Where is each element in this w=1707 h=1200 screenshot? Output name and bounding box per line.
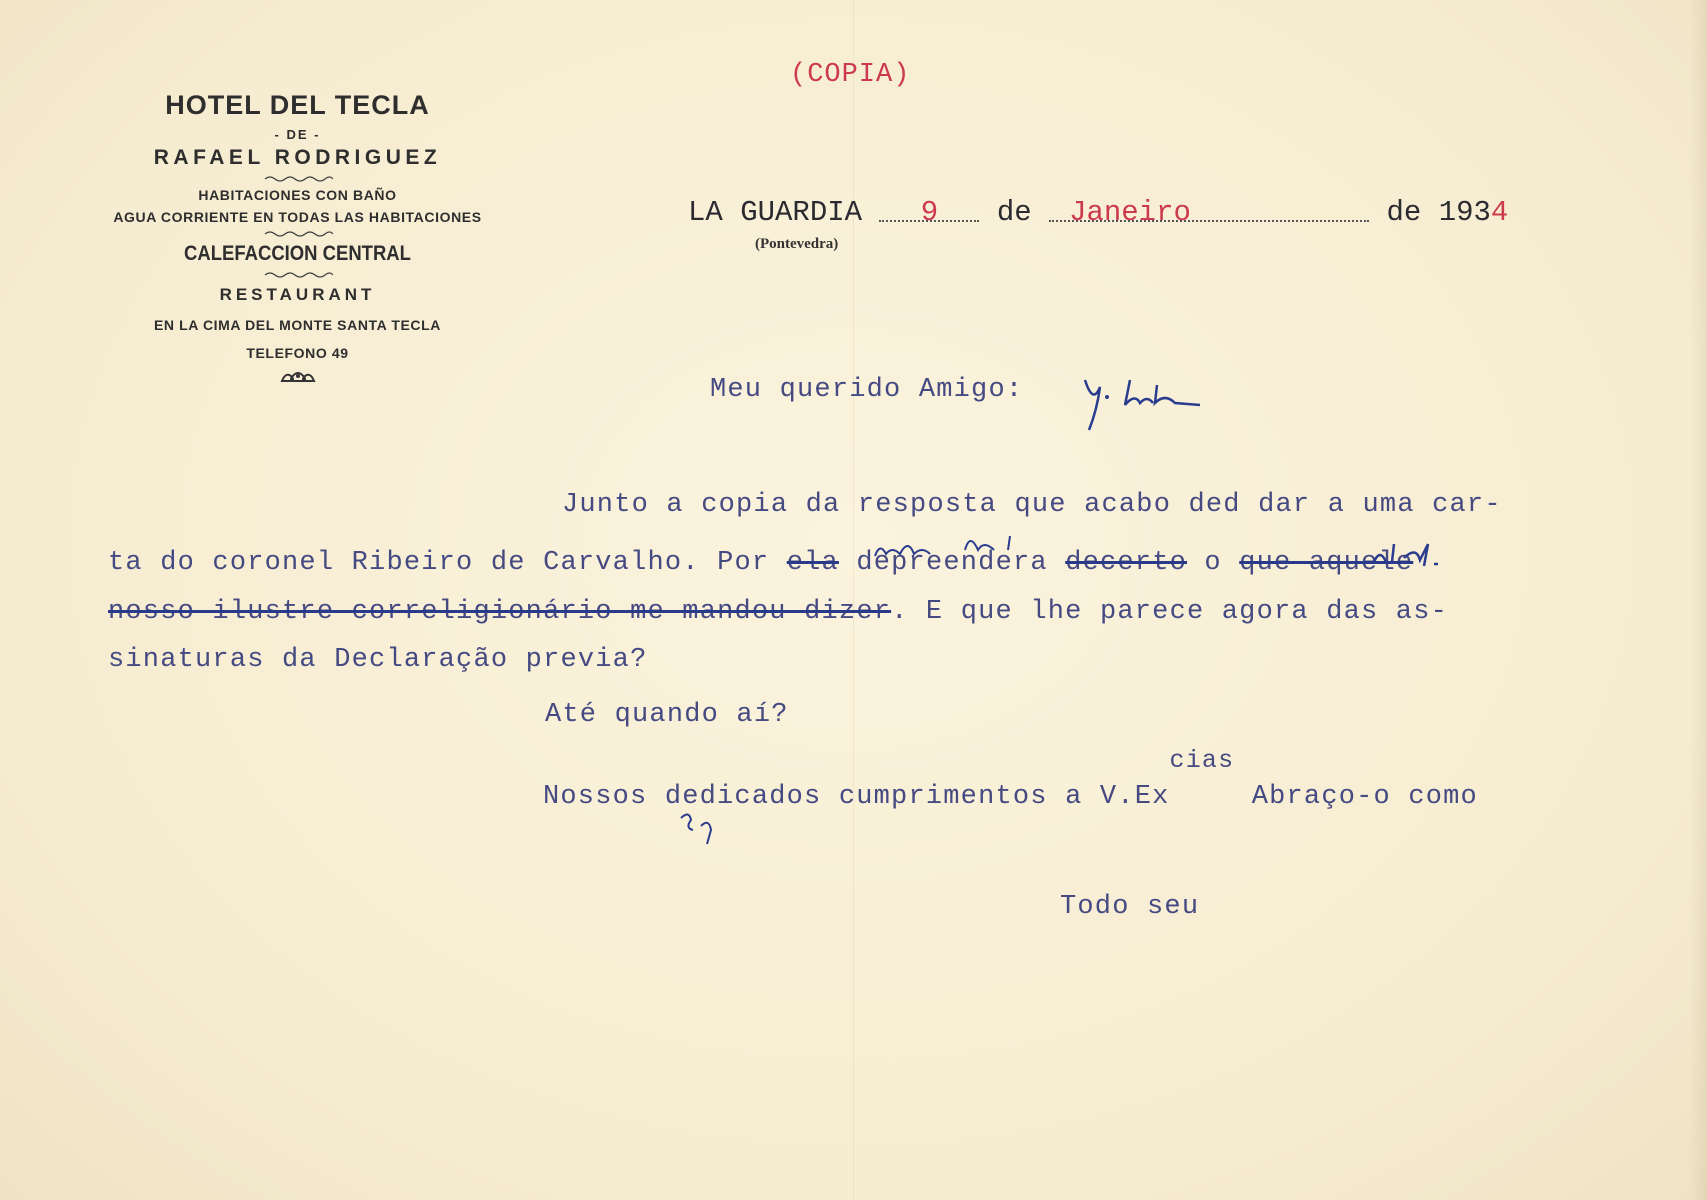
place-name: LA GUARDIA (688, 196, 863, 229)
day-field (879, 196, 979, 229)
body-line-5: Até quando aí? (545, 700, 789, 730)
line-restaurant: RESTAURANT (219, 285, 376, 304)
body-line-3 (108, 597, 1448, 627)
superscript-cias: cias (1169, 746, 1235, 775)
line-calefaccion: CALEFACCION CENTRAL (184, 242, 411, 265)
handwritten-initials (1075, 365, 1205, 435)
text-segment: . E que lhe parece agora das as- (891, 597, 1449, 627)
text-segment: Nossos dedicados cumprimentos a V.Ex (543, 782, 1170, 812)
body-line-4: sinaturas da Declaração previa? (108, 645, 648, 675)
copia-mark: (COPIA) (790, 60, 911, 90)
line-telefono: TELEFONO 49 (246, 345, 349, 361)
wave-divider-icon (263, 230, 333, 238)
month-field (1049, 196, 1369, 229)
struck-text: nosso ilustre correligionário me mandou dizer (108, 597, 892, 627)
salutation: Meu querido Amigo: (710, 375, 1024, 405)
year-typed: 4 (1490, 196, 1509, 229)
handwritten-insertion (870, 528, 1030, 564)
wave-divider-icon (263, 175, 333, 183)
body-line-2 (108, 548, 1413, 578)
struck-text: que aquele (1239, 548, 1414, 578)
de-label-2: de (1386, 196, 1422, 229)
handwritten-mark (675, 808, 735, 848)
closing: Todo seu (1060, 892, 1200, 922)
wave-divider-icon (263, 271, 333, 279)
paper-edge (1689, 0, 1707, 1200)
province-label: (Pontevedra) (755, 236, 839, 252)
handwritten-insertion-2 (1368, 538, 1458, 570)
letterhead-de: - DE - (274, 127, 321, 142)
dateline (688, 196, 1508, 229)
year-printed: 193 (1438, 196, 1491, 229)
body-line-1: Junto a copia da resposta que acabo ded dar a uma car- (562, 490, 1502, 520)
owner-name: RAFAEL RODRIGUEZ (153, 146, 442, 169)
line-habitaciones: HABITACIONES CON BAÑO (198, 187, 397, 203)
text-segment: depreendera (856, 548, 1048, 578)
month-value: Janeiro (1069, 196, 1191, 229)
line-agua: AGUA CORRIENTE EN TODAS LAS HABITACIONES (113, 209, 482, 225)
text-segment: ta do coronel Ribeiro de Carvalho. Por (108, 548, 770, 578)
letterhead (80, 90, 515, 387)
ornament-icon (278, 367, 318, 387)
struck-text: decerto (1065, 548, 1188, 578)
de-label: de (996, 196, 1032, 229)
line-cima: EN LA CIMA DEL MONTE SANTA TECLA (153, 317, 441, 333)
text-segment: o (1204, 548, 1222, 578)
hotel-name: HOTEL DEL TECLA (165, 90, 430, 120)
day-value: 9 (920, 196, 939, 229)
struck-text: ela (786, 548, 839, 578)
text-segment: Abraço-o como (1251, 782, 1478, 812)
